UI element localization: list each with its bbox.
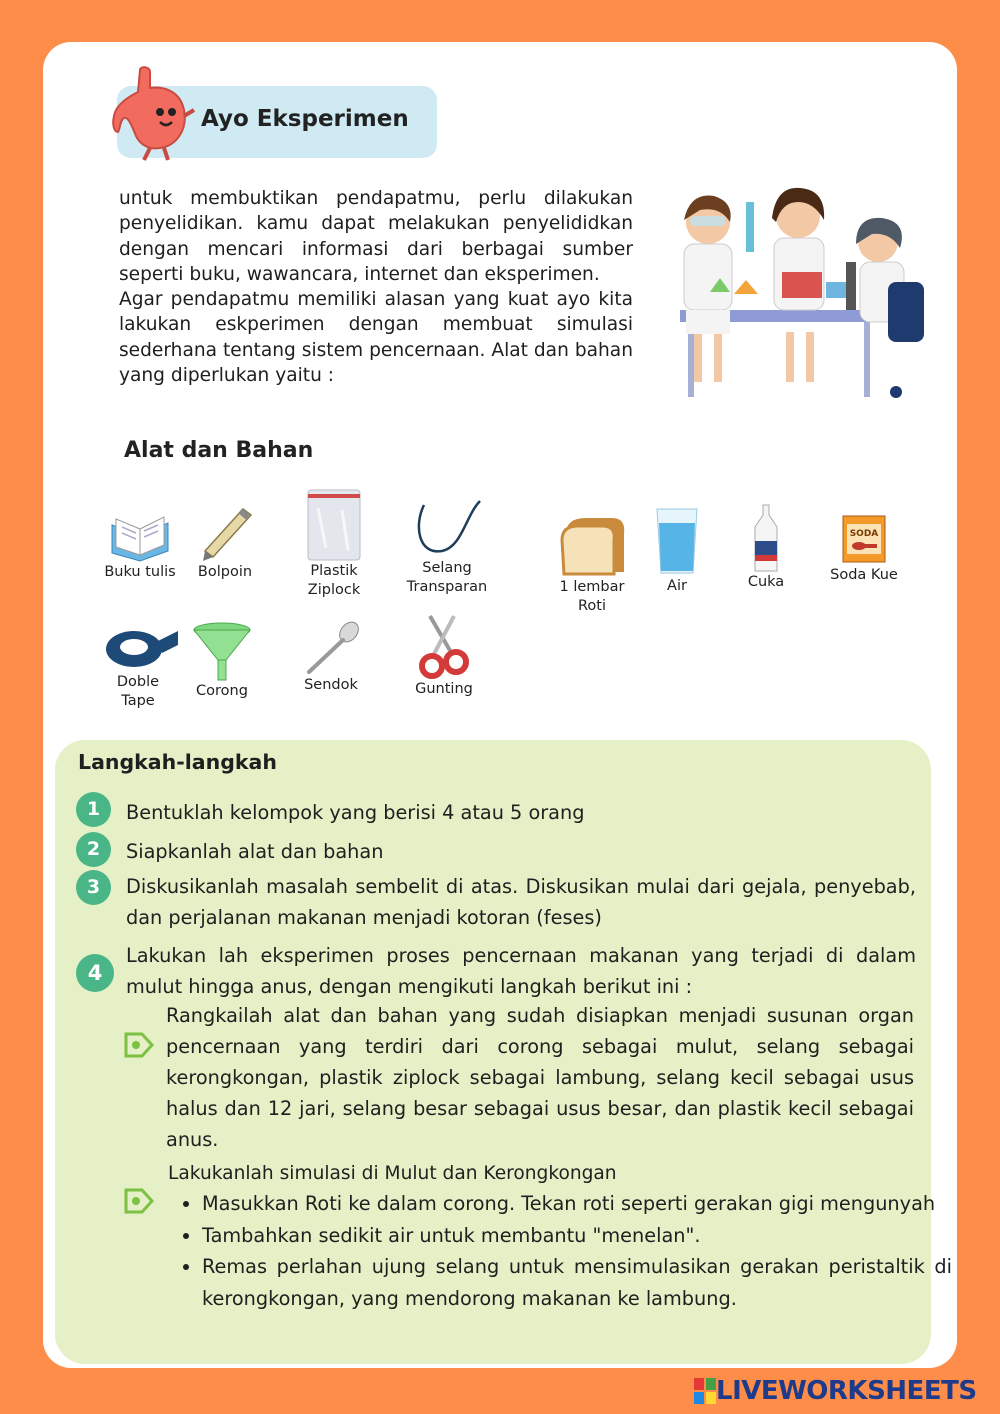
label-plastik: Plastik [310, 563, 358, 579]
material-corong [188, 620, 256, 701]
label-air: Air [667, 578, 687, 594]
scissors-icon [414, 612, 474, 680]
bullet-item: • Masukkan Roti ke dalam corong. Tekan roti seperti gerakan gigi mengunyah [202, 1188, 952, 1220]
material-roti [550, 512, 634, 616]
liveworksheets-mark-icon [694, 1378, 716, 1404]
material-air [646, 505, 708, 596]
bullet-item: • Tambahkan sedikit air untuk membantu "menelan". [202, 1220, 952, 1252]
label-sendok: Sendok [304, 677, 358, 693]
label-soda-kue: Soda Kue [830, 567, 898, 583]
materials-title: Alat dan Bahan [124, 438, 314, 463]
hose-icon [404, 495, 490, 559]
label-bolpoin: Bolpoin [197, 564, 253, 580]
arrow-bullet-icon [122, 1186, 156, 1216]
label-1-lembar: 1 lembar [559, 579, 625, 595]
step-2-text: Siapkanlah alat dan bahan [126, 840, 384, 863]
label-ziplock: Ziplock [307, 582, 361, 598]
bread-icon [556, 512, 628, 578]
sub-step-1-text: Rangkailah alat dan bahan yang sudah disiapkan menjadi susunan organ pencernaan yang terdiri dari corong sebagai mulut, selang sebagai kerongkongan, plastik ziplock sebagai lambung, selang kecil sebagai usus halus dan 12 jari, selang besar sebagai usus besar, dan plastik kecil sebagai anus. [166, 1004, 914, 1151]
intro-paragraph-2: Agar pendapatmu memiliki alasan yang kuat ayo kita lakukan eskperimen dengan membuat simulasi sederhana tentang sistem pencernaan. Alat dan bahan yang diperlukan yaitu : [119, 289, 633, 387]
material-buku-tulis [98, 505, 182, 582]
step-number-4: 4 [76, 954, 114, 992]
intro-paragraph-1: untuk membuktikan pendapatmu, perlu dilakukan penyelidikan. kamu dapat melakukan penyelididkan dengan mencari informasi dari berbagai sumber seperti buku, wawancara, internet dan eksperimen. [119, 188, 633, 285]
label-roti: Roti [577, 598, 606, 614]
step-4-text: Lakukan lah eksperimen proses pencernaan makanan yang terjadi di dalam mulut hingga anus, dengan mengikuti langkah berikut ini : [126, 944, 916, 998]
label-selang: Selang [422, 560, 472, 576]
material-bolpoin [190, 505, 260, 582]
material-selang-transparan [398, 495, 496, 597]
soda-box-text: SODA [849, 529, 879, 539]
material-plastik-ziplock [296, 488, 372, 600]
material-doble-tape [100, 625, 176, 711]
label-cuka: Cuka [747, 574, 785, 590]
label-tape: Tape [121, 693, 155, 709]
bullet-item: • Remas perlahan ujung selang untuk mensimulasikan gerakan peristaltik di kerongkongan, yang mendorong makanan ke lambung. [202, 1251, 952, 1314]
funnel-icon [190, 620, 254, 682]
sub-step-2-text: Lakukanlah simulasi di Mulut dan Kerongkongan [168, 1163, 617, 1184]
scientists-lab-illustration [650, 182, 940, 404]
step-1-text: Bentuklah kelompok yang berisi 4 atau 5 orang [126, 801, 585, 824]
steps-title: Langkah-langkah [78, 750, 277, 774]
material-gunting [406, 612, 482, 699]
step-number-1: 1 [76, 792, 111, 827]
header-title: Ayo Eksperimen [201, 106, 409, 132]
stomach-mascot-icon [110, 66, 196, 162]
spoon-icon [301, 620, 361, 676]
label-buku-tulis: Buku tulis [104, 564, 176, 580]
vinegar-bottle-icon [749, 503, 783, 573]
water-glass-icon [653, 505, 701, 577]
step-number-3: 3 [76, 870, 111, 905]
step-3-text: Diskusikanlah masalah sembelit di atas. Diskusikan mulai dari gejala, penyebab, dan perjalanan makanan menjadi kotoran (feses) [126, 875, 916, 929]
step-number-2: 2 [76, 832, 111, 867]
book-icon [108, 505, 172, 563]
sub-step-2-bullets [172, 1188, 952, 1314]
liveworksheets-logo-text: LIVEWORKSHEETS [716, 1376, 977, 1406]
label-doble: Doble [116, 674, 160, 690]
baking-soda-box-icon [839, 512, 889, 566]
material-cuka [736, 503, 796, 592]
label-transparan: Transparan [406, 579, 488, 595]
label-gunting: Gunting [415, 681, 473, 697]
label-corong: Corong [196, 683, 248, 699]
pen-icon [195, 505, 255, 563]
material-soda-kue [822, 512, 906, 585]
double-tape-icon [100, 625, 180, 673]
material-sendok [296, 620, 366, 695]
arrow-bullet-icon [122, 1030, 156, 1060]
intro-text [119, 186, 633, 388]
liveworksheets-logo [694, 1376, 977, 1406]
ziplock-bag-icon [304, 488, 364, 562]
